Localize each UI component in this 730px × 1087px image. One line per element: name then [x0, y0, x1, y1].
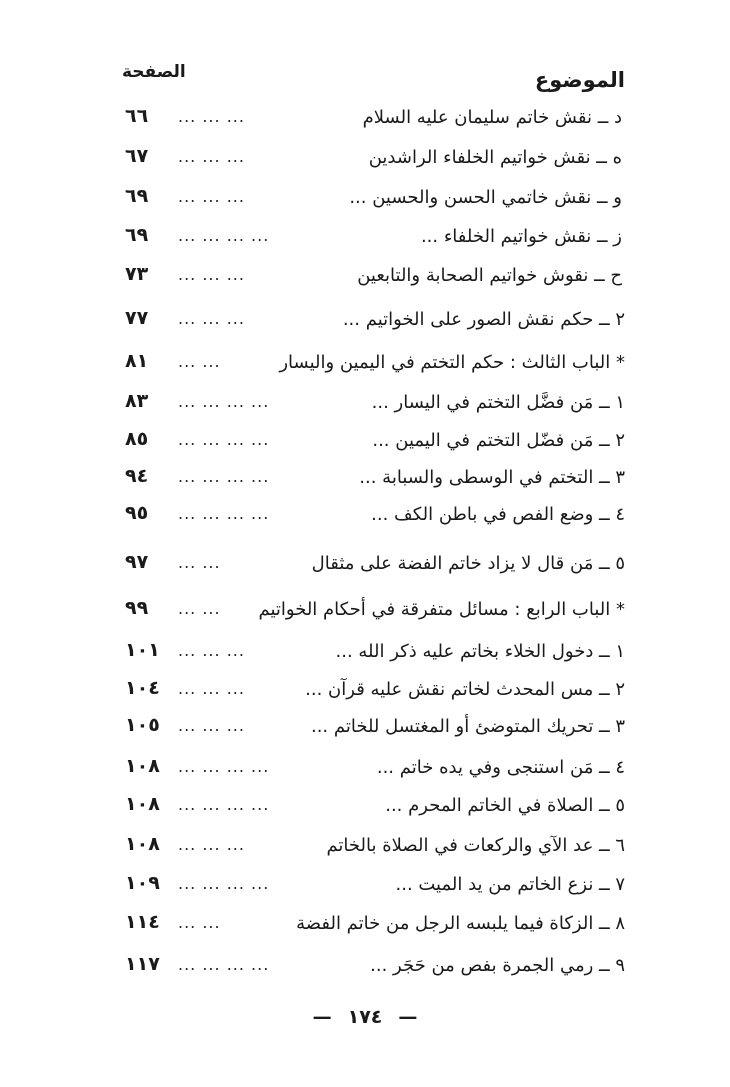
toc-entry — [0, 141, 730, 177]
leader-dots: ... ... ... ... — [178, 874, 270, 893]
footer-dash: — — [312, 1006, 332, 1028]
toc-entry — [0, 868, 730, 904]
leader-dots: ... ... ... — [178, 309, 245, 328]
toc-entry-title: ٢ ــ مَن فضّل التختم في اليمين ... — [372, 430, 625, 451]
toc-entry — [0, 386, 730, 422]
toc-entry-title: ١ ــ دخول الخلاء بخاتم عليه ذكر الله ... — [335, 641, 625, 662]
toc-page-number: ٦٧ — [125, 145, 149, 167]
toc-entry-title: ٩ ــ رمي الجمرة بفص من حَجَر ... — [370, 955, 625, 976]
leader-dots: ... ... ... — [178, 107, 245, 126]
toc-page-number: ٨٥ — [125, 428, 149, 450]
toc-page-number: ٦٩ — [125, 224, 149, 246]
toc-entry — [0, 673, 730, 709]
toc-entry-title: ٤ ــ وضع الفص في باطن الكف ... — [371, 504, 625, 525]
toc-chapter-title: * الباب الثالث : حكم التختم في اليمين واليسار — [279, 352, 625, 373]
toc-entry-title: ٣ ــ تحريك المتوضئ أو المغتسل للخاتم ... — [310, 716, 625, 737]
toc-entry — [0, 789, 730, 825]
toc-entry — [0, 101, 730, 137]
toc-page-number: ٧٧ — [125, 307, 149, 329]
toc-entry — [0, 461, 730, 497]
toc-entry-title: ٥ ــ الصلاة في الخاتم المحرم ... — [385, 795, 625, 816]
leader-dots: ... ... ... — [178, 716, 245, 735]
leader-dots: ... ... — [178, 553, 221, 572]
toc-header — [0, 62, 730, 102]
toc-entry — [0, 303, 730, 339]
leader-dots: ... ... ... — [178, 641, 245, 660]
footer-dash: — — [398, 1006, 418, 1028]
toc-page-number: ١٠٨ — [125, 793, 160, 815]
page-footer — [0, 1006, 730, 1028]
footer-page-number: ١٧٤ — [347, 1006, 383, 1028]
toc-page-number: ٩٧ — [125, 551, 149, 573]
leader-dots: ... ... ... ... — [178, 430, 270, 449]
toc-entry-title: ز ــ نقش خواتيم الخلفاء ... — [420, 226, 622, 247]
leader-dots: ... ... ... ... — [178, 504, 270, 523]
toc-entry-title: ٧ ــ نزع الخاتم من يد الميت ... — [395, 874, 625, 895]
toc-entry-title: ٨ ــ الزكاة فيما يلبسه الرجل من خاتم الفضة — [296, 913, 625, 934]
toc-page-number: ٨١ — [125, 350, 149, 372]
leader-dots: ... ... ... ... — [178, 757, 270, 776]
leader-dots: ... ... — [178, 599, 221, 618]
toc-page-number: ٩٤ — [125, 465, 149, 487]
toc-page-number: ١٠٤ — [125, 677, 160, 699]
toc-entry-title: ٣ ــ التختم في الوسطى والسبابة ... — [359, 467, 625, 488]
toc-entry — [0, 424, 730, 460]
toc-entry-title: ٤ ــ مَن استنجى وفي يده خاتم ... — [376, 757, 625, 778]
leader-dots: ... ... ... — [178, 835, 245, 854]
leader-dots: ... ... ... — [178, 679, 245, 698]
toc-page-number: ١١٧ — [125, 953, 160, 975]
toc-entry-title: ه ــ نقش خواتيم الخلفاء الراشدين — [368, 147, 622, 168]
toc-entry-title: د ــ نقش خاتم سليمان عليه السلام — [362, 107, 622, 128]
topic-column-heading: الموضوع — [534, 68, 625, 92]
toc-entry — [0, 593, 730, 629]
toc-page-number: ٦٩ — [125, 185, 149, 207]
leader-dots: ... ... ... ... — [178, 955, 270, 974]
leader-dots: ... ... — [178, 913, 221, 932]
toc-page-number: ١٠٨ — [125, 755, 160, 777]
toc-entry-title: ٢ ــ مس المحدث لخاتم نقش عليه قرآن ... — [305, 679, 625, 700]
toc-entry — [0, 259, 730, 295]
leader-dots: ... ... ... — [178, 187, 245, 206]
toc-page-number: ١٠١ — [125, 639, 160, 661]
toc-page-number: ٨٣ — [125, 390, 149, 412]
toc-entry — [0, 907, 730, 943]
toc-entry-title: ١ ــ مَن فضَّل التختم في اليسار ... — [371, 392, 625, 413]
toc-entry-title: و ــ نقش خاتمي الحسن والحسين ... — [349, 187, 622, 208]
leader-dots: ... ... — [178, 352, 221, 371]
toc-page-number: ٩٩ — [125, 597, 149, 619]
toc-entry — [0, 547, 730, 583]
toc-entry-title: ٥ ــ مَن قال لا يزاد خاتم الفضة على مثقال — [311, 553, 625, 574]
toc-page-number: ١٠٩ — [125, 872, 160, 894]
toc-entry-title: ٢ ــ حكم نقش الصور على الخواتيم ... — [342, 309, 625, 330]
leader-dots: ... ... ... — [178, 147, 245, 166]
toc-page-number: ١٠٥ — [125, 714, 160, 736]
leader-dots: ... ... ... ... — [178, 226, 270, 245]
toc-page-number: ٩٥ — [125, 502, 149, 524]
toc-entry-title: ح ــ نقوش خواتيم الصحابة والتابعين — [357, 265, 622, 286]
toc-page-number: ١٠٨ — [125, 833, 160, 855]
toc-entry-title: ٦ ــ عد الآي والركعات في الصلاة بالخاتم — [326, 835, 625, 856]
toc-entry — [0, 635, 730, 671]
toc-entry — [0, 181, 730, 217]
toc-entry — [0, 829, 730, 865]
leader-dots: ... ... ... ... — [178, 467, 270, 486]
toc-entry — [0, 220, 730, 256]
toc-page-number: ١١٤ — [125, 911, 160, 933]
toc-page-number: ٧٣ — [125, 263, 149, 285]
leader-dots: ... ... ... ... — [178, 795, 270, 814]
toc-entry — [0, 498, 730, 534]
toc-entry — [0, 710, 730, 746]
page-column-heading: الصفحة — [122, 62, 186, 82]
toc-page-number: ٦٦ — [125, 105, 149, 127]
toc-entry — [0, 751, 730, 787]
leader-dots: ... ... ... — [178, 265, 245, 284]
toc-chapter-title: * الباب الرابع : مسائل متفرقة في أحكام الخواتيم — [258, 599, 625, 620]
toc-entry — [0, 346, 730, 382]
leader-dots: ... ... ... ... — [178, 392, 270, 411]
toc-entry — [0, 949, 730, 985]
